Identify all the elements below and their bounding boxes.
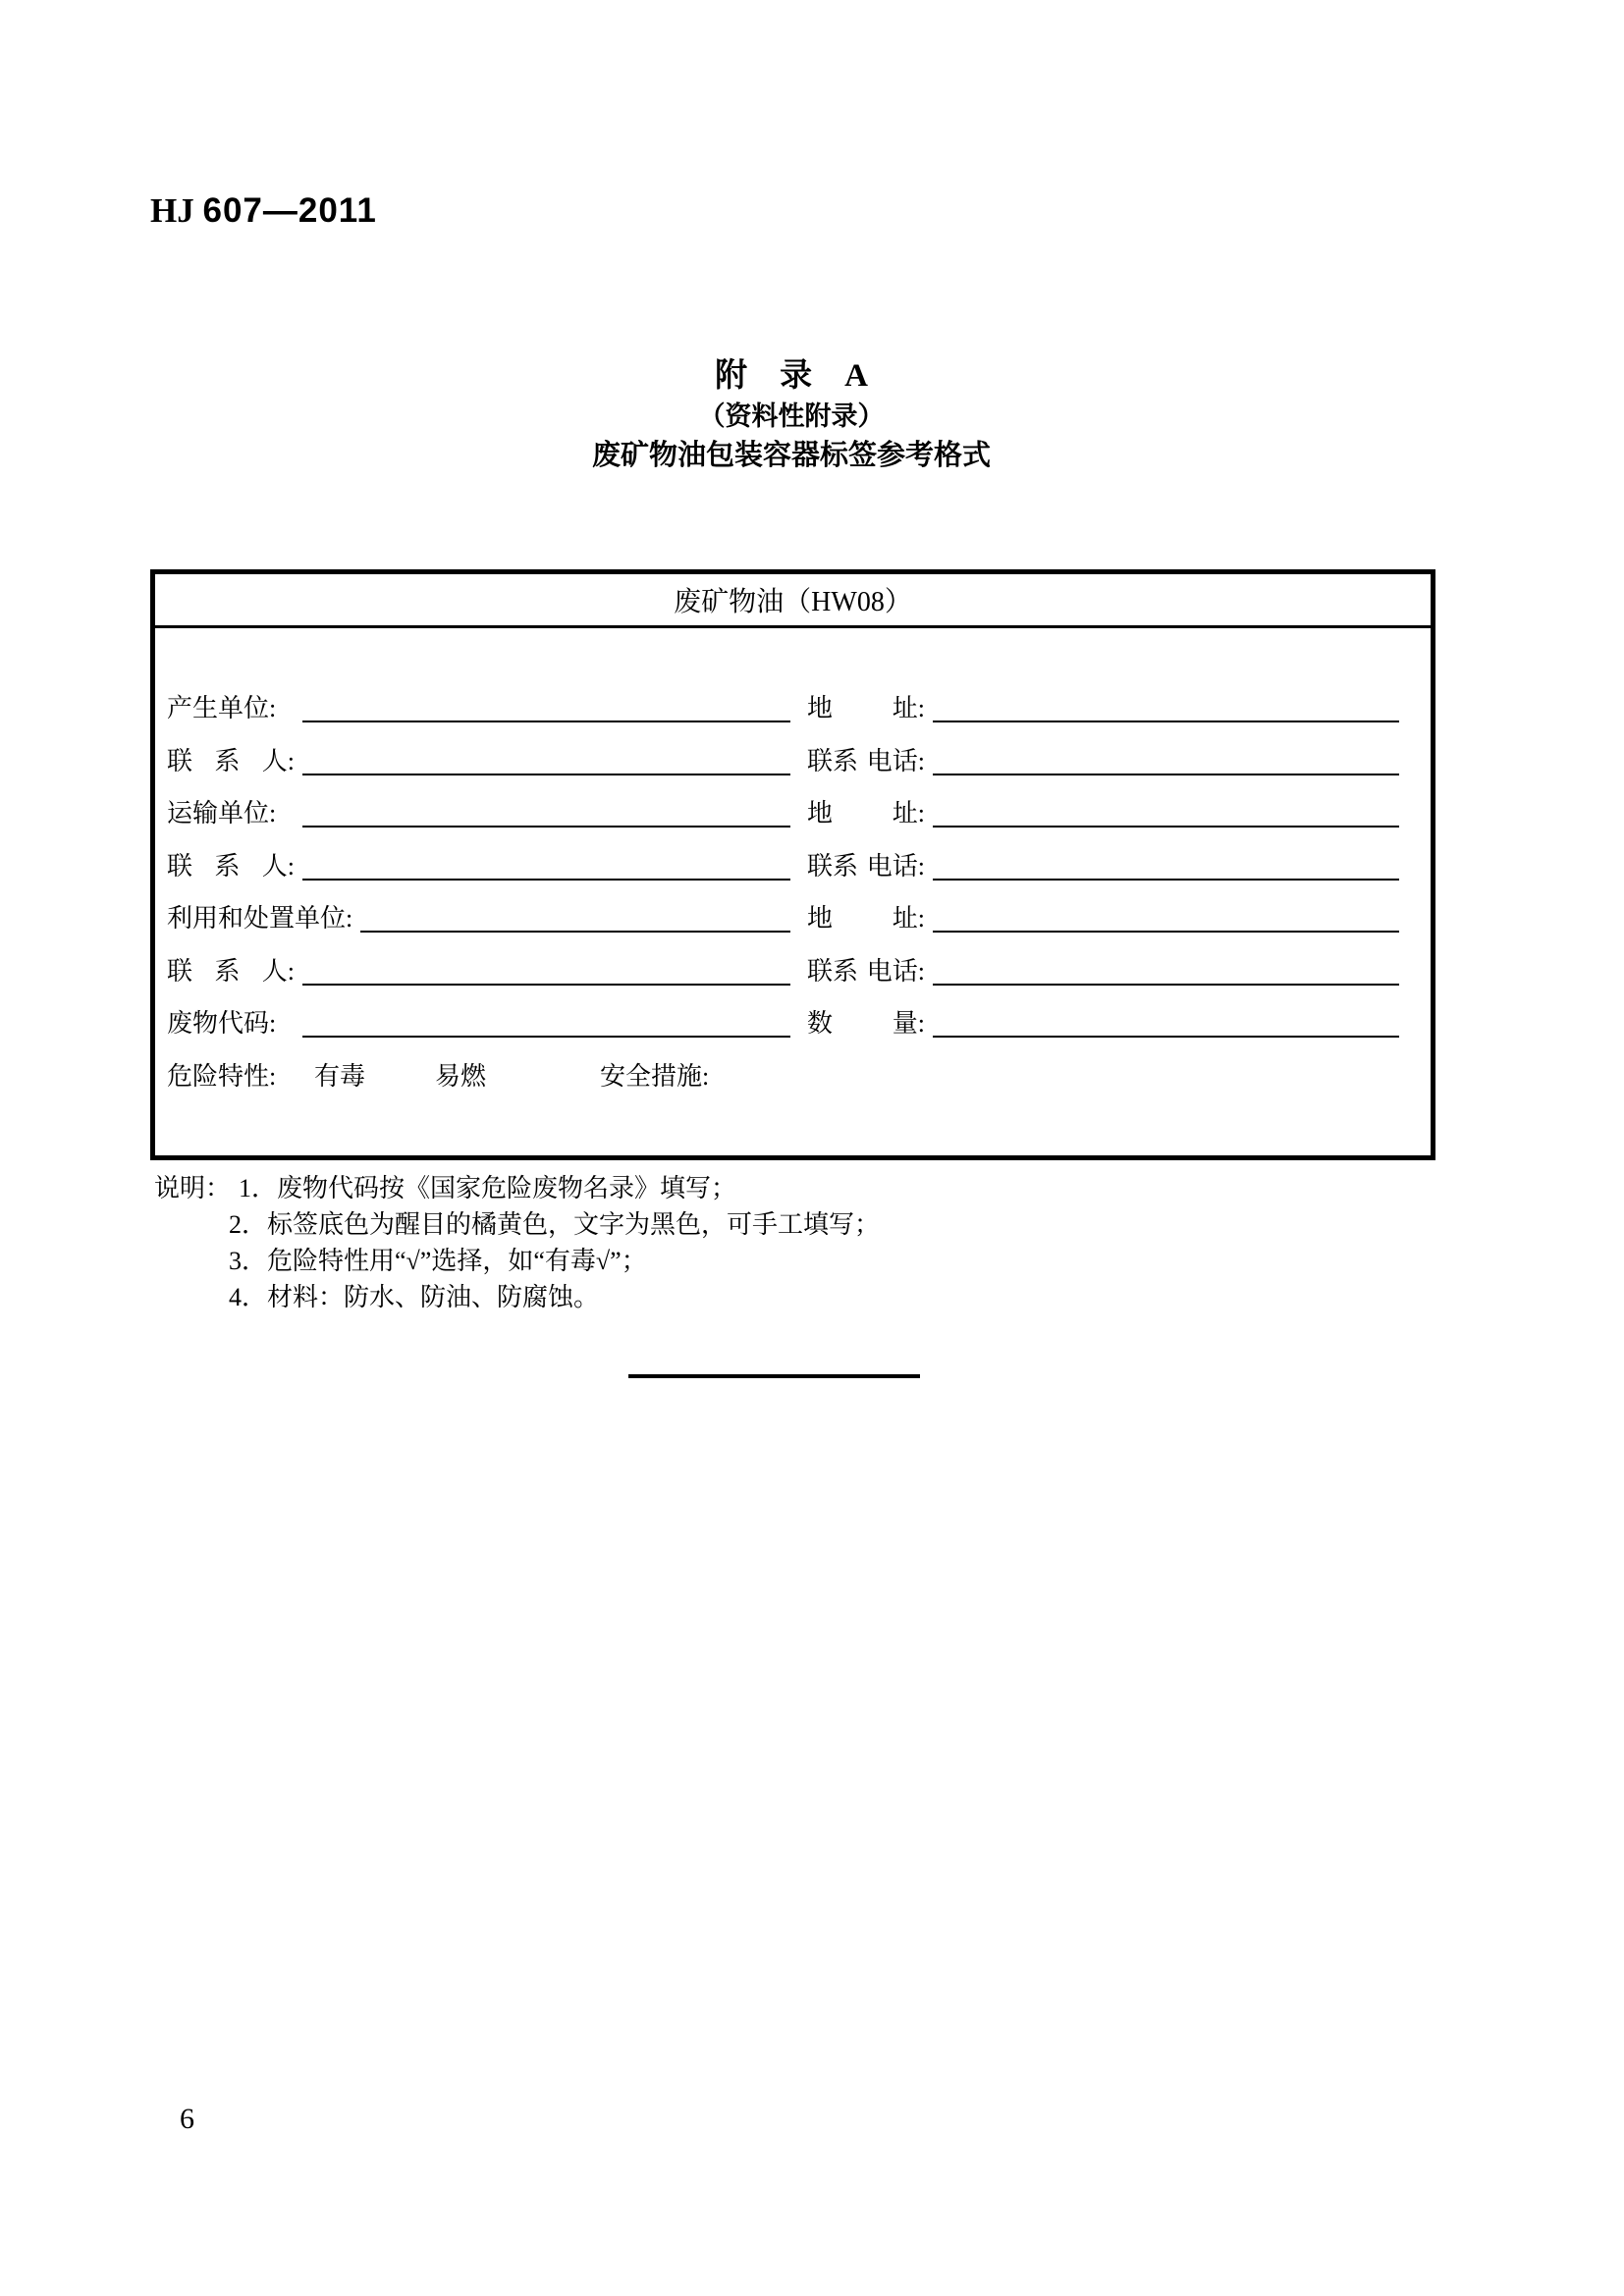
hazard-option-toxic: 有毒 [314, 1062, 366, 1091]
fill-line-address-3 [933, 925, 1399, 933]
field-label-phone-2: 联系 电话: [807, 852, 925, 881]
notes-block [154, 1170, 880, 1315]
field-phone-1 [807, 748, 1399, 775]
fill-line-phone-3 [933, 978, 1399, 986]
form-row-disposer [167, 905, 1399, 933]
field-label-phone-1: 联系 电话: [807, 747, 925, 775]
note-item-2: 2．标签底色为醒目的橘黄色，文字为黑色，可手工填写； [229, 1210, 881, 1239]
page-number: 6 [180, 2103, 194, 2135]
field-label-hazard: 危险特性: [167, 1062, 277, 1091]
field-producer [167, 695, 790, 722]
fill-line-contact-1 [302, 768, 790, 775]
field-waste-code [167, 1010, 790, 1038]
fill-line-quantity [933, 1030, 1399, 1038]
field-label-quantity: 数 量: [807, 1009, 925, 1038]
section-end-divider [628, 1374, 920, 1378]
fill-line-disposer [360, 925, 790, 933]
form-row-contact-3 [167, 958, 1399, 986]
field-label-address-1: 地 址: [807, 694, 925, 722]
field-disposer [167, 905, 790, 933]
form-row-contact-2 [167, 853, 1399, 881]
fill-line-contact-2 [302, 873, 790, 881]
field-phone-2 [807, 853, 1399, 881]
note-item-3: 3．危险特性用“√”选择，如“有毒√”； [229, 1247, 647, 1275]
field-transporter [167, 800, 790, 828]
fill-line-address-1 [933, 715, 1399, 722]
form-row-producer [167, 695, 1399, 722]
fill-line-phone-1 [933, 768, 1399, 775]
form-row-hazard [167, 1063, 1399, 1091]
field-contact-1 [167, 748, 790, 775]
note-line-1 [154, 1170, 880, 1206]
label-box-body [155, 628, 1431, 1155]
field-label-address-2: 地 址: [807, 799, 925, 828]
label-box-title: 废矿物油（HW08） [155, 574, 1431, 628]
appendix-title-block [150, 355, 1433, 475]
notes-prefix: 说明： [154, 1174, 232, 1202]
field-quantity [807, 1010, 1399, 1038]
fill-line-contact-3 [302, 978, 790, 986]
field-label-producer: 产生单位: [167, 694, 277, 722]
field-label-safety-measures: 安全措施: [600, 1062, 710, 1091]
form-row-transporter [167, 800, 1399, 828]
field-address-2 [807, 800, 1399, 828]
field-label-phone-3: 联系 电话: [807, 957, 925, 986]
form-row-contact-1 [167, 748, 1399, 775]
field-address-1 [807, 695, 1399, 722]
appendix-title: 附 录 A [715, 358, 868, 394]
field-contact-3 [167, 958, 790, 986]
field-label-disposer: 利用和处置单位: [167, 904, 353, 933]
hazard-option-flammable: 易燃 [435, 1062, 487, 1091]
standard-year-number: 607—2011 [202, 191, 377, 230]
form-row-waste-code [167, 1010, 1399, 1038]
field-label-contact-3: 联 系 人: [167, 957, 295, 986]
fill-line-phone-2 [933, 873, 1399, 881]
appendix-subtitle: （资料性附录） [698, 401, 885, 431]
field-label-transporter: 运输单位: [167, 799, 277, 828]
note-item-4: 4．材料：防水、防油、防腐蚀。 [229, 1283, 600, 1311]
field-label-waste-code: 废物代码: [167, 1009, 277, 1038]
note-item-1: 1．废物代码按《国家危险废物名录》填写； [239, 1174, 737, 1202]
field-contact-2 [167, 853, 790, 881]
field-label-contact-1: 联 系 人: [167, 747, 295, 775]
fill-line-address-2 [933, 820, 1399, 828]
fill-line-waste-code [302, 1030, 790, 1038]
fill-line-transporter [302, 820, 790, 828]
field-phone-3 [807, 958, 1399, 986]
standard-number-header [150, 192, 377, 230]
field-label-contact-2: 联 系 人: [167, 852, 295, 881]
label-specimen-box [150, 569, 1435, 1160]
field-label-address-3: 地 址: [807, 904, 925, 933]
appendix-heading: 废矿物油包装容器标签参考格式 [591, 440, 991, 471]
fill-line-producer [302, 715, 790, 722]
field-address-3 [807, 905, 1399, 933]
standard-code: HJ [150, 191, 194, 230]
